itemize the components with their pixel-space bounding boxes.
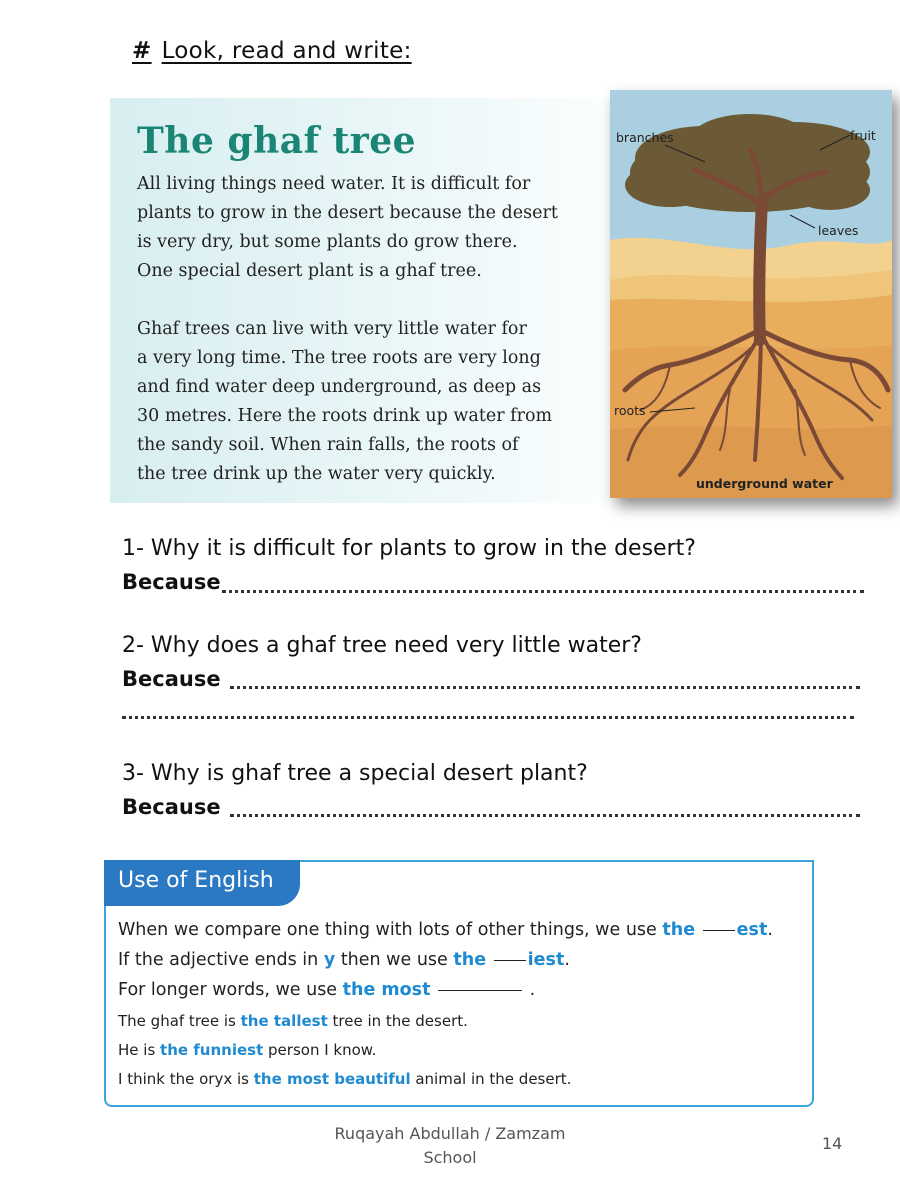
answer-label-2: Because [122,667,221,691]
question-1: 1- Why it is difficult for plants to grow in the desert? [122,536,696,561]
exercise-heading [132,38,412,64]
author-line-2: School [423,1148,477,1167]
label-leaves: leaves [818,223,859,238]
passage-title: The ghaf tree [137,120,416,162]
answer-label-3: Because [122,795,221,819]
passage-paragraph-1: All living things need water. It is difficult for plants to grow in the desert because the desert is very dry, but some plants do grow there. One special desert plant is a ghaf tree. [137,174,558,281]
hash-symbol: # [132,38,152,64]
answer-label-1: Because [122,570,221,594]
use-of-english-tab [104,860,300,906]
rule-1: When we compare one thing with lots of other things, we use the est. [118,920,773,940]
author-line-1: Ruqayah Abdullah / Zamzam [334,1124,566,1143]
rule-3: For longer words, we use the most . [118,980,536,1000]
question-2: 2- Why does a ghaf tree need very little water? [122,633,642,658]
rule-2: If the adjective ends in y then we use the iest. [118,950,570,970]
example-1: The ghaf tree is the tallest tree in the desert. [118,1012,468,1030]
reading-passage [110,98,610,503]
page-number: 14 [822,1134,843,1153]
label-underground-water: underground water [696,476,833,491]
answer-line-1[interactable] [222,590,864,593]
footer-author [320,1122,580,1170]
use-of-english-title: Use of English [118,868,274,893]
example-3: I think the oryx is the most beautiful animal in the desert. [118,1070,572,1088]
example-2: He is the funniest person I know. [118,1041,377,1059]
label-fruit: fruit [850,128,876,143]
label-branches: branches [616,130,674,145]
ghaf-tree-diagram [610,90,892,498]
answer-line-2a[interactable] [230,686,860,689]
answer-line-2b[interactable] [122,716,854,719]
label-roots: roots [614,403,646,418]
question-3: 3- Why is ghaf tree a special desert plant? [122,761,588,786]
tree-illustration [610,90,892,498]
heading-text: Look, read and write: [161,38,412,64]
passage-paragraph-2: Ghaf trees can live with very little water for a very long time. The tree roots are very long and find water deep underground, as deep as 30 metres. Here the roots drink up water from the sandy soil. When rain falls, the roots of the tree drink up the water very quickly. [137,319,553,484]
answer-line-3[interactable] [230,814,860,817]
